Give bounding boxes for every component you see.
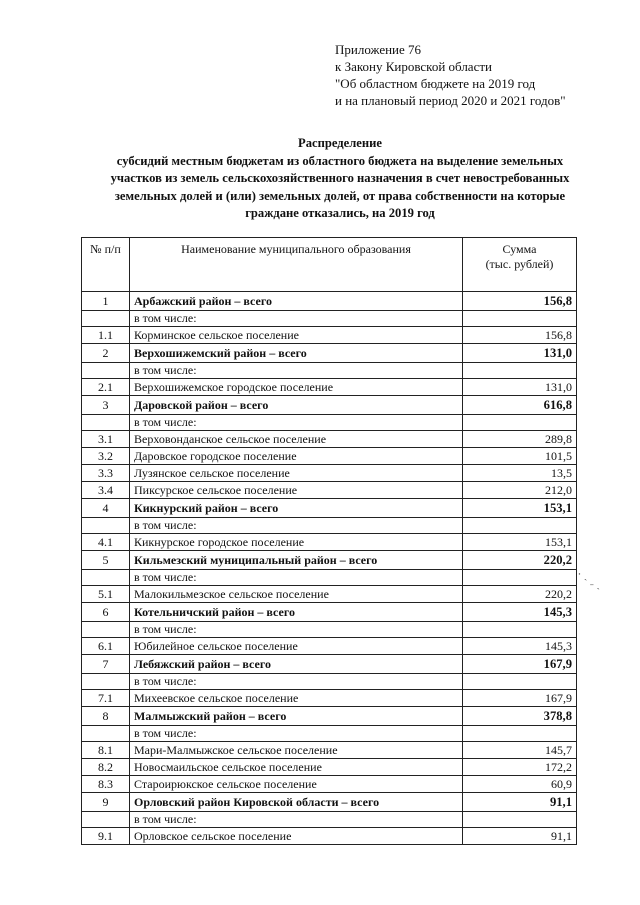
row-sum: 167,9 <box>463 655 577 674</box>
table-body <box>82 292 577 845</box>
row-name: Мари-Малмыжское сельское поселение <box>130 742 463 759</box>
row-number: 4.1 <box>82 534 130 551</box>
row-sum: 220,2 <box>463 551 577 570</box>
row-number: 7.1 <box>82 690 130 707</box>
row-number <box>82 812 130 828</box>
table-row <box>82 726 577 742</box>
row-name: в том числе: <box>130 726 463 742</box>
row-name: в том числе: <box>130 674 463 690</box>
row-sum: 145,3 <box>463 603 577 622</box>
table-row <box>82 431 577 448</box>
row-name: Юбилейное сельское поселение <box>130 638 463 655</box>
table-row <box>82 482 577 499</box>
scan-mark: ⸱ ˎ <box>578 569 588 581</box>
table-header-row <box>82 238 577 292</box>
row-sum <box>463 622 577 638</box>
row-number: 5 <box>82 551 130 570</box>
table-row <box>82 655 577 674</box>
row-number: 4 <box>82 499 130 518</box>
row-name: в том числе: <box>130 518 463 534</box>
row-sum: 13,5 <box>463 465 577 482</box>
row-name: в том числе: <box>130 622 463 638</box>
header-num: № п/п <box>82 238 130 292</box>
header-sum-line-1: Сумма <box>502 242 537 256</box>
table-row <box>82 551 577 570</box>
title-line-4: земельных долей и (или) земельных долей, от права собственности на которые <box>114 188 566 203</box>
row-sum: 167,9 <box>463 690 577 707</box>
row-name: в том числе: <box>130 812 463 828</box>
row-number: 8.2 <box>82 759 130 776</box>
table-row <box>82 534 577 551</box>
row-name: Котельничский район – всего <box>130 603 463 622</box>
row-sum: 156,8 <box>463 292 577 311</box>
row-name: Михеевское сельское поселение <box>130 690 463 707</box>
row-number: 5.1 <box>82 586 130 603</box>
table-row <box>82 499 577 518</box>
row-name: Орловское сельское поселение <box>130 828 463 845</box>
row-number: 7 <box>82 655 130 674</box>
row-sum: 153,1 <box>463 534 577 551</box>
row-name: Малмыжский район – всего <box>130 707 463 726</box>
table-row <box>82 570 577 586</box>
row-number: 9 <box>82 793 130 812</box>
row-number: 3 <box>82 396 130 415</box>
row-sum <box>463 415 577 431</box>
table-row <box>82 586 577 603</box>
document-title <box>70 135 610 223</box>
row-number: 3.4 <box>82 482 130 499</box>
row-name: Орловский район Кировской области – всего <box>130 793 463 812</box>
appendix-line-2: к Закону Кировской области <box>335 59 492 74</box>
row-sum <box>463 674 577 690</box>
table-row <box>82 759 577 776</box>
row-number: 8.1 <box>82 742 130 759</box>
row-number <box>82 622 130 638</box>
row-sum: 145,7 <box>463 742 577 759</box>
table-row <box>82 622 577 638</box>
row-sum: 145,3 <box>463 638 577 655</box>
row-number <box>82 674 130 690</box>
row-sum: 616,8 <box>463 396 577 415</box>
table-row <box>82 292 577 311</box>
row-number: 8.3 <box>82 776 130 793</box>
row-sum: 101,5 <box>463 448 577 465</box>
table-row <box>82 776 577 793</box>
row-sum <box>463 518 577 534</box>
row-name: Арбажский район – всего <box>130 292 463 311</box>
row-sum <box>463 812 577 828</box>
scan-mark: ˗ ˏ <box>590 578 601 590</box>
table-row <box>82 603 577 622</box>
row-number <box>82 570 130 586</box>
row-number: 2 <box>82 344 130 363</box>
row-number: 6.1 <box>82 638 130 655</box>
row-sum: 91,1 <box>463 828 577 845</box>
row-sum: 91,1 <box>463 793 577 812</box>
row-sum: 131,0 <box>463 379 577 396</box>
subsidy-table <box>81 237 577 845</box>
table-row <box>82 344 577 363</box>
row-sum: 131,0 <box>463 344 577 363</box>
row-sum: 220,2 <box>463 586 577 603</box>
table-row <box>82 465 577 482</box>
row-name: Верхошижемское городское поселение <box>130 379 463 396</box>
table-row <box>82 690 577 707</box>
row-name: Кикнурское городское поселение <box>130 534 463 551</box>
row-name: Лебяжский район – всего <box>130 655 463 674</box>
table-row <box>82 363 577 379</box>
row-sum <box>463 363 577 379</box>
row-name: в том числе: <box>130 311 463 327</box>
row-number <box>82 518 130 534</box>
row-name: Пиксурское сельское поселение <box>130 482 463 499</box>
row-sum: 156,8 <box>463 327 577 344</box>
row-number: 2.1 <box>82 379 130 396</box>
table-row <box>82 415 577 431</box>
row-sum: 378,8 <box>463 707 577 726</box>
row-number <box>82 415 130 431</box>
row-number: 8 <box>82 707 130 726</box>
table-row <box>82 311 577 327</box>
table-row <box>82 674 577 690</box>
row-name: Кильмезский муниципальный район – всего <box>130 551 463 570</box>
row-sum: 289,8 <box>463 431 577 448</box>
row-name: Новосмаильское сельское поселение <box>130 759 463 776</box>
appendix-line-1: Приложение 76 <box>335 42 422 57</box>
row-number: 3.2 <box>82 448 130 465</box>
table-row <box>82 327 577 344</box>
title-line-2: субсидий местным бюджетам из областного бюджета на выделение земельных <box>116 153 564 168</box>
row-name: Лузянское сельское поселение <box>130 465 463 482</box>
row-number <box>82 726 130 742</box>
row-sum: 153,1 <box>463 499 577 518</box>
row-name: Малокильмезское сельское поселение <box>130 586 463 603</box>
table-row <box>82 828 577 845</box>
table-row <box>82 518 577 534</box>
title-line-5: граждане отказались, на 2019 год <box>245 206 435 220</box>
title-line-3: участков из земель сельскохозяйственного назначения в счет невостребованных <box>110 171 570 185</box>
table-row <box>82 707 577 726</box>
row-number: 1.1 <box>82 327 130 344</box>
title-line-1: Распределение <box>298 136 382 150</box>
row-name: Кикнурский район – всего <box>130 499 463 518</box>
header-sum-line-2: (тыс. рублей) <box>485 257 554 271</box>
appendix-header <box>335 41 566 109</box>
row-name: Даровской район – всего <box>130 396 463 415</box>
row-number: 3.3 <box>82 465 130 482</box>
row-number: 3.1 <box>82 431 130 448</box>
row-name: Староирюкское сельское поселение <box>130 776 463 793</box>
table-row <box>82 742 577 759</box>
row-sum <box>463 570 577 586</box>
row-name: Верховонданское сельское поселение <box>130 431 463 448</box>
appendix-line-4: и на плановый период 2020 и 2021 годов" <box>335 93 566 108</box>
row-sum: 212,0 <box>463 482 577 499</box>
row-name: Верхошижемский район – всего <box>130 344 463 363</box>
row-name: Корминское сельское поселение <box>130 327 463 344</box>
row-name: в том числе: <box>130 415 463 431</box>
row-number: 6 <box>82 603 130 622</box>
table-row <box>82 793 577 812</box>
row-name: Даровское городское поселение <box>130 448 463 465</box>
table-row <box>82 812 577 828</box>
appendix-line-3: "Об областном бюджете на 2019 год <box>335 76 536 91</box>
row-sum <box>463 726 577 742</box>
row-sum: 172,2 <box>463 759 577 776</box>
row-sum: 60,9 <box>463 776 577 793</box>
row-number: 9.1 <box>82 828 130 845</box>
row-name: в том числе: <box>130 363 463 379</box>
row-number <box>82 363 130 379</box>
row-number: 1 <box>82 292 130 311</box>
header-name: Наименование муниципального образования <box>130 238 463 292</box>
header-sum <box>463 238 577 292</box>
table-row <box>82 638 577 655</box>
table-row <box>82 379 577 396</box>
row-number <box>82 311 130 327</box>
row-sum <box>463 311 577 327</box>
row-name: в том числе: <box>130 570 463 586</box>
table-row <box>82 448 577 465</box>
table-row <box>82 396 577 415</box>
